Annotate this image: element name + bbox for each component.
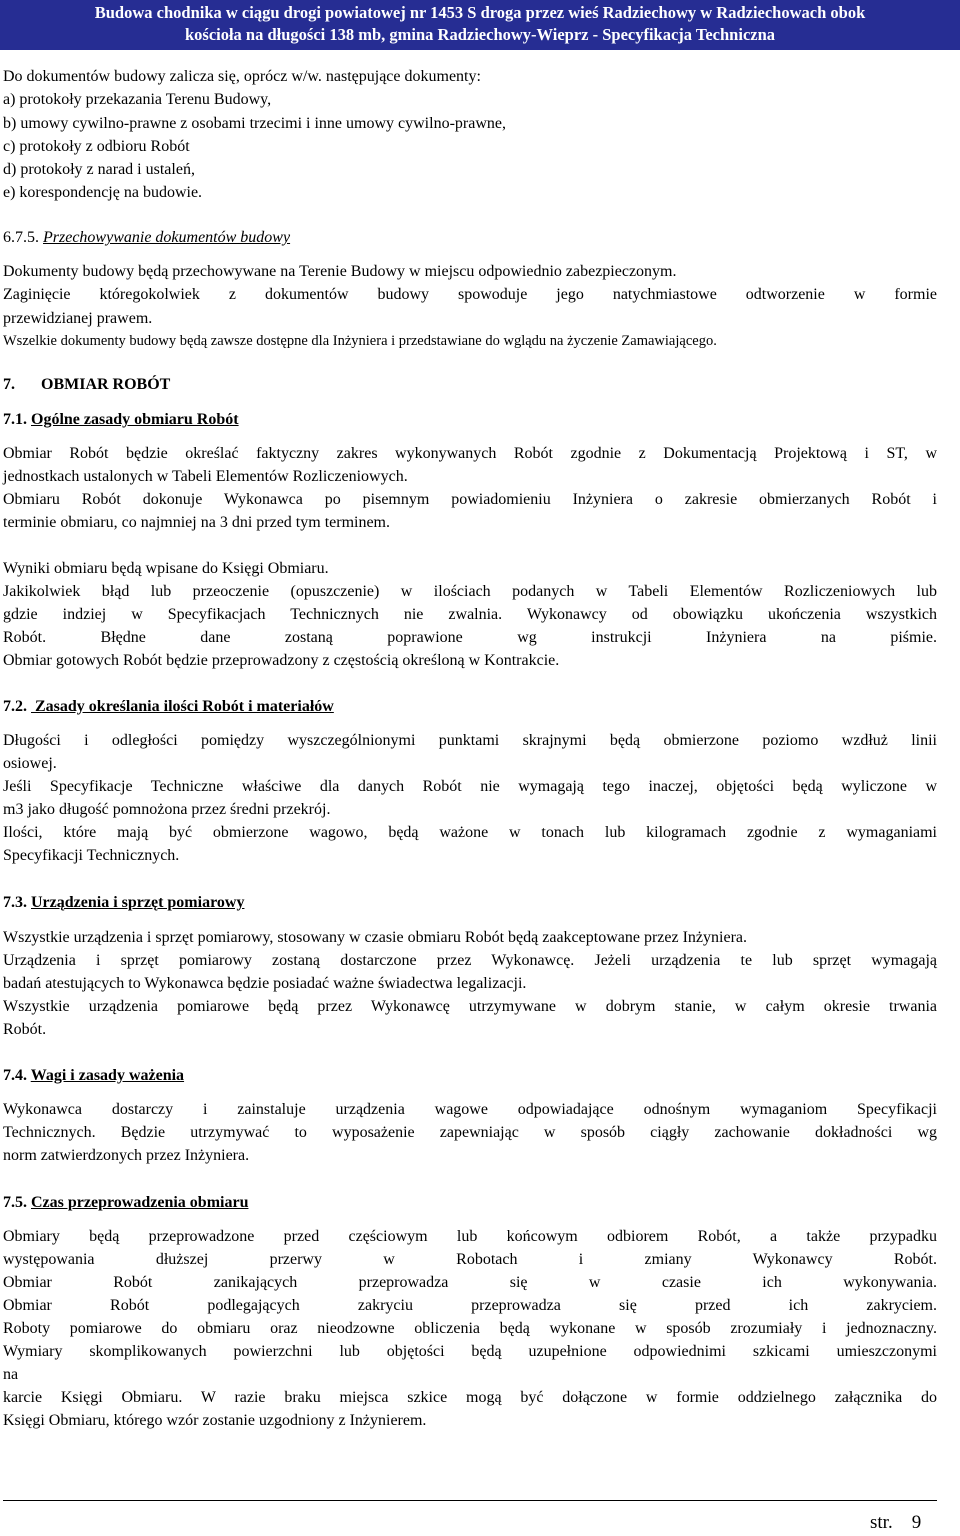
paragraph-line: terminie obmiaru, co najmniej na 3 dni przed tym terminem. <box>3 514 390 531</box>
chapter-heading <box>3 375 937 395</box>
paragraph-line: jednostkach ustalonych w Tabeli Elementów Rozliczeniowych. <box>3 468 408 485</box>
section-number: 7.1. <box>3 411 27 428</box>
section-number: 7.2. <box>3 698 27 715</box>
paragraph-line: Urządzenia i sprzęt pomiarowy zostaną dostarczone przez Wykonawcę. Jeżeli urządzenia te lub sprzęt wymagają <box>3 952 937 969</box>
paragraph-line: m3 jako długość pomnożona przez średni przekrój. <box>3 801 331 818</box>
paragraph-line: Robót. <box>3 1021 47 1038</box>
paragraph-line: Wykonawca dostarczy i zainstaluje urządzenia wagowe odpowiadające odnośnym wymaganiom Specyfikacji <box>3 1101 937 1118</box>
paragraph-line: Specyfikacji Technicznych. <box>3 847 180 864</box>
paragraph-line: Wszelkie dokumenty budowy będą zawsze dostępne dla Inżyniera i przedstawiane do wglądu na życzenie Zamawiającego. <box>3 333 717 349</box>
paragraph-line: Wyniki obmiaru będą wpisane do Księgi Obmiaru. <box>3 560 329 577</box>
section-number: 6.7.5. <box>3 229 39 246</box>
paragraph-line: Ilości, które mają być obmierzone wagowo, będą ważone w tonach lub kilogramach zgodnie z wymaganiami <box>3 824 937 841</box>
intro-lead: Do dokumentów budowy zalicza się, oprócz w/w. następujące dokumenty: <box>3 68 481 85</box>
paragraph-line: badań atestujących to Wykonawca będzie posiadać ważne świadectwa legalizacji. <box>3 975 527 992</box>
paragraph-line: na <box>3 1366 19 1383</box>
paragraph-line: norm zatwierdzonych przez Inżyniera. <box>3 1147 250 1164</box>
paragraph-line: gdzie indziej w Specyfikacjach Technicznych nie zwalnia. Wykonawcy od obowiązku ukończenia wszystkich <box>3 606 937 623</box>
paragraph-line: występowania dłuższej przerwy w Robotach i zmiany Wykonawcy Robót. <box>3 1251 937 1268</box>
paragraph-line: Księgi Obmiaru, którego wzór zostanie uzgodniony z Inżynierem. <box>3 1412 427 1429</box>
paragraph-line: Wymiary skomplikowanych powierzchni lub objętości będą uzupełnione odpowiednimi szkicami umieszczonymi <box>3 1343 937 1360</box>
section-number: 7.5. <box>3 1194 27 1211</box>
section-title: Zasady określania ilości Robót i materiałów <box>31 698 334 715</box>
paragraph-line: Jakikolwiek błąd lub przeoczenie (opuszczenie) w ilościach podanych w Tabeli Elementów Rozliczeniowych lub <box>3 583 937 600</box>
footer-divider <box>3 1500 937 1501</box>
section-title: Czas przeprowadzenia obmiaru <box>31 1194 249 1211</box>
list-item: c) protokoły z odbioru Robót <box>3 138 190 155</box>
section-heading-675 <box>3 228 937 248</box>
paragraph-line: karcie Księgi Obmiaru. W razie braku miejsca szkice mogą być dołączone w formie oddzielnego załącznika do <box>3 1389 937 1406</box>
list-item: d) protokoły z narad i ustaleń, <box>3 161 195 178</box>
paragraph-line: Obmiar gotowych Robót będzie przeprowadzony z częstością określoną w Kontrakcie. <box>3 652 560 669</box>
section-number: 7.4. <box>3 1067 27 1084</box>
paragraph-line: Obmiary będą przeprowadzone przed częściowym lub końcowym odbiorem Robót, a także przypadku <box>3 1228 937 1245</box>
paragraph-line: Obmiar Robót podlegających zakryciu przeprowadza się przed ich zakryciem. <box>3 1297 937 1314</box>
paragraph-line: Obmiar Robót będzie określać faktyczny zakres wykonywanych Robót zgodnie z Dokumentacją Projektową i ST, w <box>3 445 937 462</box>
section-heading-73 <box>3 893 937 913</box>
section-title: Urządzenia i sprzęt pomiarowy <box>31 894 245 911</box>
page-number: str. 9 <box>870 1512 922 1533</box>
section-title: Ogólne zasady obmiaru Robót <box>31 411 239 428</box>
chapter-title: OBMIAR ROBÓT <box>41 376 171 393</box>
paragraph-line: Technicznych. Będzie utrzymywać to wyposażenie zapewniając w sposób ciągły zachowanie dokładności wg <box>3 1124 937 1141</box>
paragraph-line: Długości i odległości pomiędzy wyszczególnionymi punktami skrajnymi będą obmierzone poziomo wzdłuż linii <box>3 732 937 749</box>
paragraph-line: Jeśli Specyfikacje Techniczne właściwe dla danych Robót nie wymagają tego inaczej, objętości będą wyliczone w <box>3 778 937 795</box>
list-item: b) umowy cywilno-prawne z osobami trzecimi i inne umowy cywilno-prawne, <box>3 115 506 132</box>
paragraph-line: Dokumenty budowy będą przechowywane na Terenie Budowy w miejscu odpowiednio zabezpieczonym. <box>3 263 677 280</box>
section-title: Przechowywanie dokumentów budowy <box>43 229 291 246</box>
section-heading-74 <box>3 1066 937 1086</box>
paragraph-line: Obmiar Robót zanikających przeprowadza się w czasie ich wykonywania. <box>3 1274 937 1291</box>
section-title: Wagi i zasady ważenia <box>30 1067 185 1084</box>
paragraph-line: Wszystkie urządzenia pomiarowe będą przez Wykonawcę utrzymywane w dobrym stanie, w całym okresie trwania <box>3 998 937 1015</box>
paragraph-line: Robót. Błędne dane zostaną poprawione wg instrukcji Inżyniera na piśmie. <box>3 629 937 646</box>
list-item: a) protokoły przekazania Terenu Budowy, <box>3 91 272 108</box>
paragraph-line: osiowej. <box>3 755 57 772</box>
paragraph-line: Wszystkie urządzenia i sprzęt pomiarowy, stosowany w czasie obmiaru Robót będą zaakceptowane przez Inżyniera. <box>3 929 747 946</box>
section-heading-75 <box>3 1193 937 1213</box>
section-heading-71 <box>3 410 937 430</box>
header-line-1: Budowa chodnika w ciągu drogi powiatowej nr 1453 S droga przez wieś Radziechowy w Radziechowach obok <box>94 3 866 22</box>
section-heading-72 <box>3 697 937 717</box>
section-number: 7.3. <box>3 894 27 911</box>
paragraph-line: Roboty pomiarowe do obmiaru oraz nieodzowne obliczenia będą wykonane w sposób zrozumiały i jednoznaczny. <box>3 1320 937 1337</box>
list-item: e) korespondencję na budowie. <box>3 184 203 201</box>
paragraph-line: Zaginięcie któregokolwiek z dokumentów budowy spowoduje jego natychmiastowe odtworzenie w formie <box>3 286 937 303</box>
header-line-2: kościoła na długości 138 mb, gmina Radziechowy-Wieprz - Specyfikacja Techniczna <box>184 25 776 44</box>
chapter-number: 7. <box>3 376 15 393</box>
document-header <box>0 0 960 50</box>
paragraph-line: Obmiaru Robót dokonuje Wykonawca po pisemnym powiadomieniu Inżyniera o zakresie obmierzanych Robót i <box>3 491 937 508</box>
paragraph-line: przewidzianej prawem. <box>3 310 153 327</box>
